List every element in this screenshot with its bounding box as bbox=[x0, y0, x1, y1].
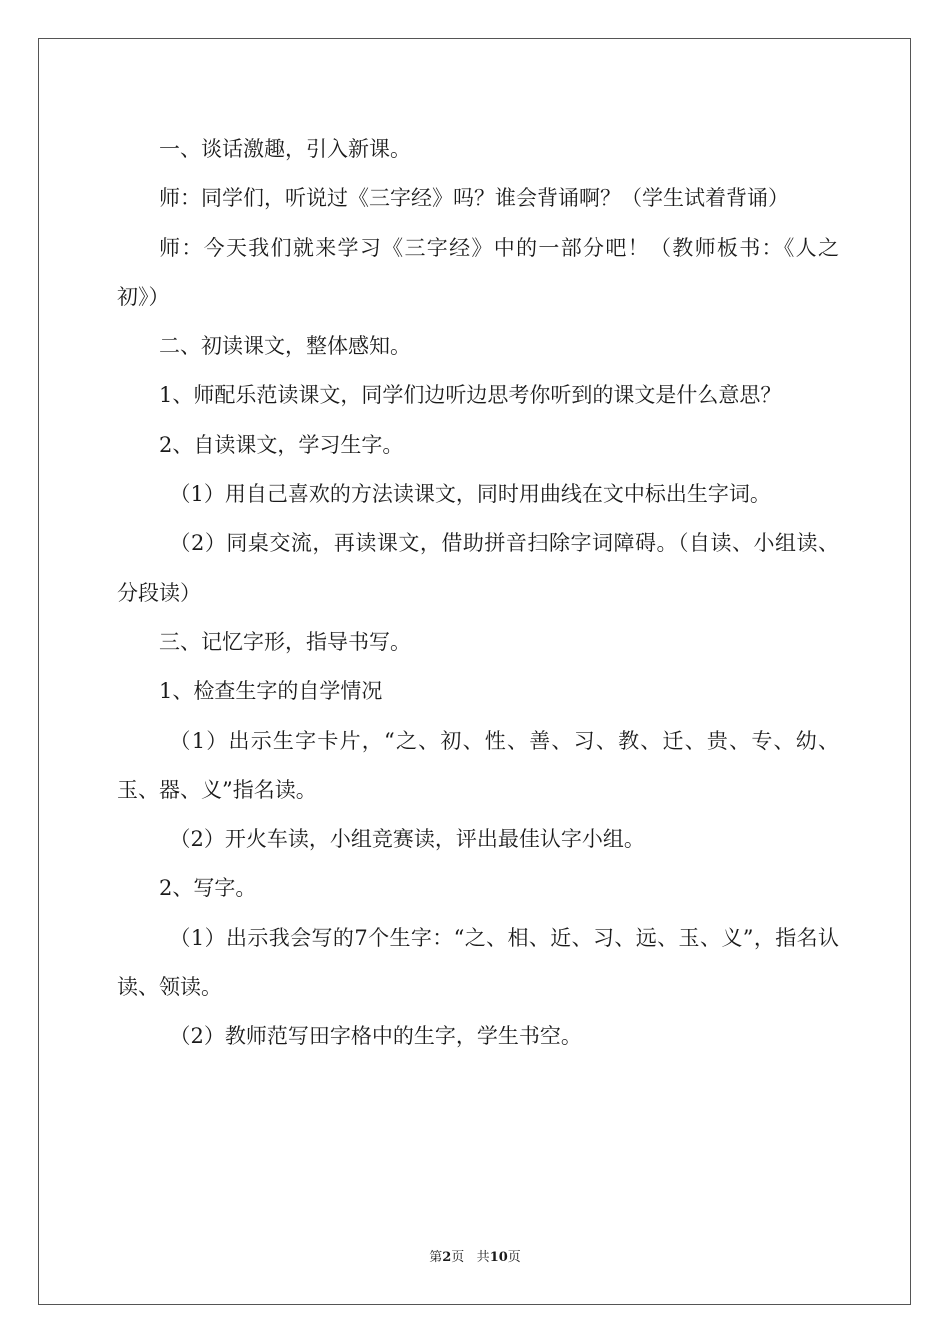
page-prefix: 第 bbox=[429, 1250, 443, 1265]
paragraph: 三、记忆字形，指导书写。 bbox=[159, 629, 411, 654]
paragraph: （1）出示我会写的7个生字：“之、相、近、习、远、玉、义”，指名认读、领读。 bbox=[117, 925, 839, 1000]
paragraph: （2）开火车读，小组竞赛读，评出最佳认字小组。 bbox=[169, 827, 645, 852]
paragraph: 2、自读课文，学习生字。 bbox=[159, 432, 404, 457]
paragraph: 1、检查生字的自学情况 bbox=[159, 679, 383, 704]
paragraph: 师：同学们，听说过《三字经》吗？谁会背诵啊？（学生试着背诵） bbox=[159, 186, 789, 211]
page-number: 2 bbox=[442, 1250, 452, 1265]
paragraph: （1）用自己喜欢的方法读课文，同时用曲线在文中标出生字词。 bbox=[169, 482, 771, 507]
paragraph: 师：今天我们就来学习《三字经》中的一部分吧！（教师板书：《人之初》） bbox=[117, 235, 839, 309]
page-suffix: 页 bbox=[451, 1250, 465, 1265]
page-footer bbox=[0, 1246, 950, 1265]
total-pages: 10 bbox=[489, 1250, 508, 1265]
paragraph: 2、写字。 bbox=[159, 876, 257, 901]
paragraph: （2）同桌交流，再读课文，借助拼音扫除字词障碍。（自读、小组读、分段读） bbox=[117, 531, 839, 605]
total-prefix: 共 bbox=[476, 1250, 490, 1265]
paragraph: （1）出示生字卡片，“之、初、性、善、习、教、迁、贵、专、幼、玉、器、义”指名读。 bbox=[117, 728, 839, 802]
paragraph: 二、初读课文，整体感知。 bbox=[159, 334, 411, 359]
paragraph: 1、师配乐范读课文，同学们边听边思考你听到的课文是什么意思？ bbox=[159, 383, 782, 408]
paragraph: 一、谈话激趣，引入新课。 bbox=[159, 137, 411, 161]
document-body bbox=[117, 125, 839, 1062]
total-suffix: 页 bbox=[507, 1250, 521, 1265]
paragraph: （2）教师范写田字格中的生字，学生书空。 bbox=[169, 1024, 582, 1049]
